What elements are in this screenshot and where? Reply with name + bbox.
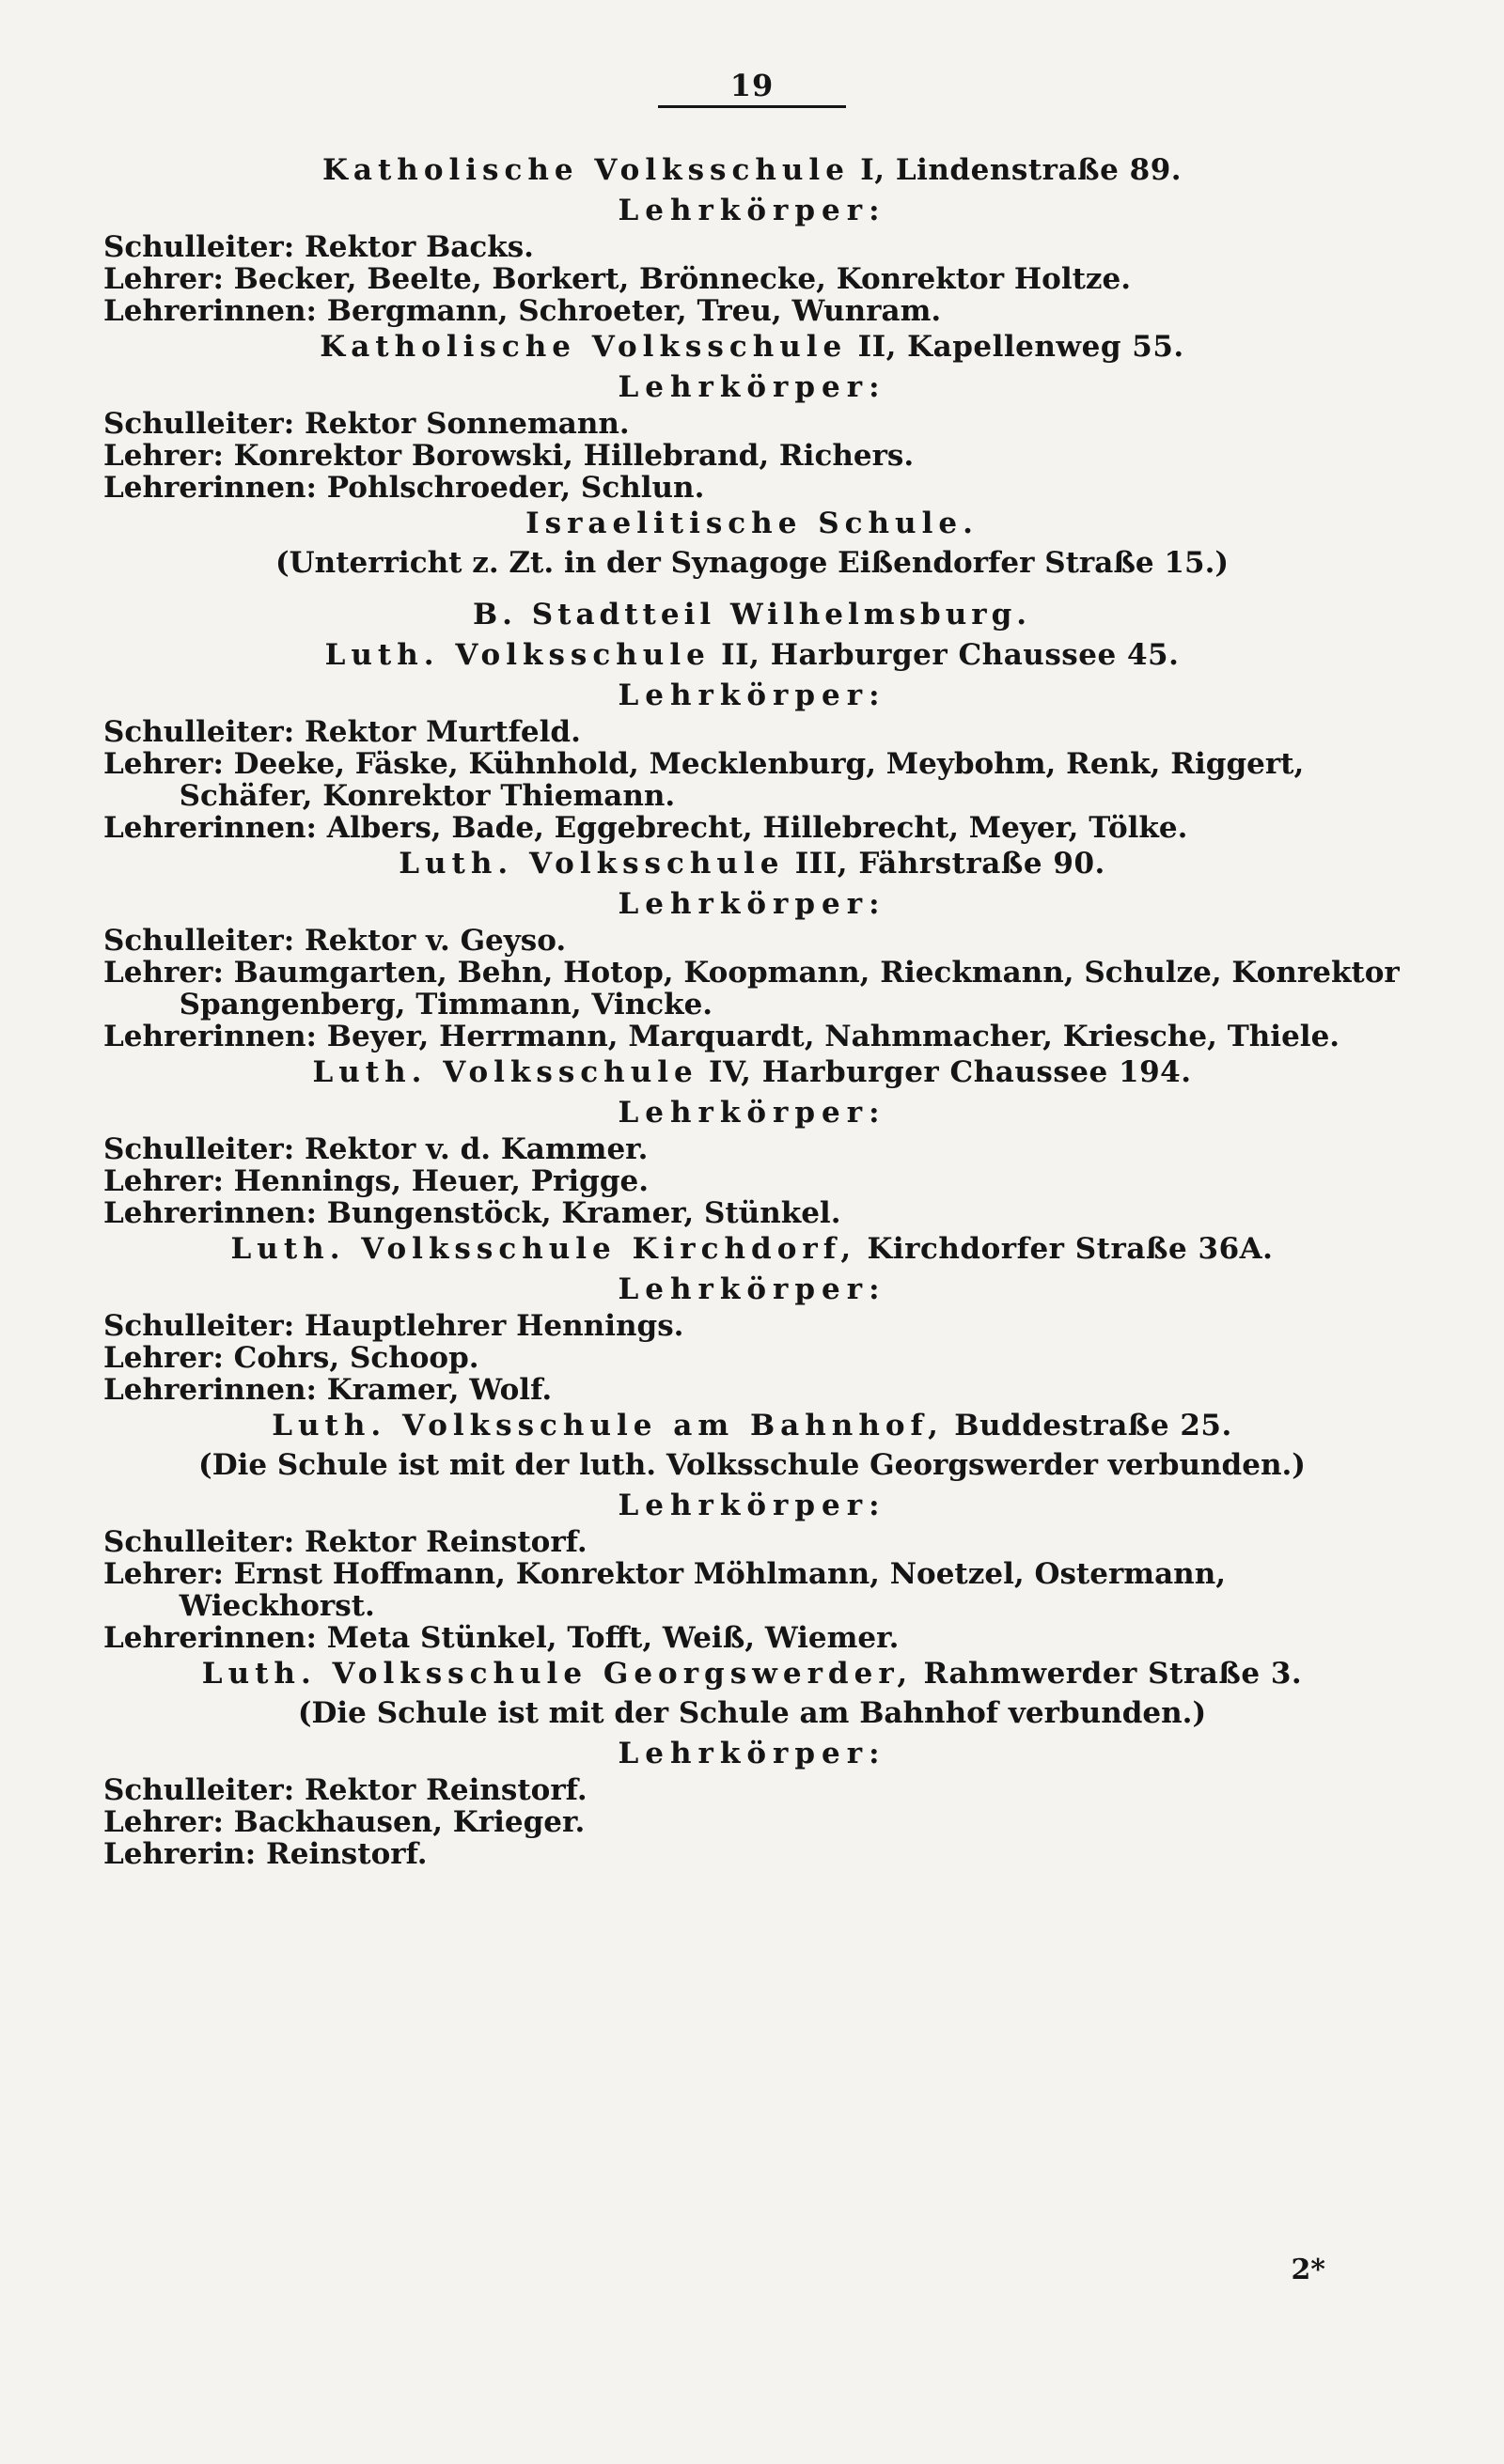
teachers-line: Lehrer: Hennings, Heuer, Prigge. [103,1164,650,1198]
school-address: Buddestraße 25. [943,1409,1232,1443]
school-address: II, Harburger Chaussee 45. [710,638,1180,672]
school-name: Luth. Volksschule Georgswerder, [201,1657,914,1691]
female-teachers-line: Lehrerinnen: Meta Stünkel, Tofft, Weiß, Wiemer. [103,1621,900,1655]
teachers-line: Lehrer: Cohrs, Schoop. [103,1341,479,1375]
school-note: (Die Schule ist mit der Schule am Bahnhof verbunden.) [297,1696,1207,1730]
school-note: (Die Schule ist mit der luth. Volksschule Georgswerder verbunden.) [198,1448,1306,1482]
school-note: (Unterricht z. Zt. in der Synagoge Eißendorfer Straße 15.) [274,546,1230,580]
school-name: Israelitische Schule. [525,507,979,540]
female-teachers-line: Lehrerinnen: Albers, Bade, Eggebrecht, Hillebrecht, Meyer, Tölke. [103,811,1188,845]
school-entry [103,504,1401,583]
school-address: Rahmwerder Straße 3. [913,1657,1303,1691]
teachers-line: Lehrer: Ernst Hoffmann, Konrektor Möhlmann, Noetzel, Ostermann, Wieckhorst. [103,1557,1227,1623]
school-entry [103,150,1401,327]
teachers-line: Lehrer: Becker, Beelte, Borkert, Brönnecke, Konrektor Holtze. [103,262,1132,296]
school-entry [103,1406,1401,1654]
female-teacher-line: Lehrerin: Reinstorf. [103,1837,428,1871]
school-title [103,504,1401,543]
school-title [103,1229,1401,1269]
faculty-heading: Lehrkörper: [618,1489,886,1522]
school-name: Katholische Volksschule [320,330,848,364]
school-address: I, Lindenstraße 89. [849,153,1183,187]
school-address: Kirchdorfer Straße 36A. [856,1232,1274,1266]
female-teachers-line: Lehrerinnen: Pohlschroeder, Schlun. [103,471,705,505]
female-teachers-line: Lehrerinnen: Beyer, Herrmann, Marquardt, Nahmmacher, Kriesche, Thiele. [103,1020,1340,1053]
faculty-heading: Lehrkörper: [618,1272,886,1306]
teachers-line: Lehrer: Baumgarten, Behn, Hotop, Koopmann, Rieckmann, Schulze, Konrektor Spangenberg, Timmann, Vincke. [103,956,1400,1021]
teachers-line: Lehrer: Deeke, Fäske, Kühnhold, Mecklenburg, Meybohm, Renk, Riggert, Schäfer, Konrektor Thiemann. [103,747,1305,813]
principal-line: Schulleiter: Rektor Sonnemann. [103,407,630,441]
faculty-heading: Lehrkörper: [618,678,886,712]
school-name: Luth. Volksschule [312,1055,698,1089]
school-name: Luth. Volksschule [324,638,711,672]
page-header [0,68,1504,108]
page-content [103,150,1401,1870]
school-name: Luth. Volksschule Kirchdorf, [230,1232,857,1266]
teachers-line: Lehrer: Backhausen, Krieger. [103,1805,586,1839]
school-name: Luth. Volksschule am Bahnhof, [272,1409,944,1443]
school-title [103,635,1401,675]
district-heading: B. Stadtteil Wilhelmsburg. [472,598,1032,632]
school-address: III, Fährstraße 90. [784,847,1105,881]
school-title [103,150,1401,190]
faculty-heading: Lehrkörper: [618,887,886,921]
school-name: Katholische Volksschule [321,153,850,187]
faculty-heading: Lehrkörper: [618,194,886,227]
school-address: II, Kapellenweg 55. [847,330,1184,364]
female-teachers-line: Lehrerinnen: Bergmann, Schroeter, Treu, Wunram. [103,294,942,328]
female-teachers-line: Lehrerinnen: Kramer, Wolf. [103,1373,553,1407]
principal-line: Schulleiter: Rektor v. Geyso. [103,924,567,958]
school-entry [103,1229,1401,1406]
female-teachers-line: Lehrerinnen: Bungenstöck, Kramer, Stünkel. [103,1196,841,1230]
signature-mark: 2* [1291,2253,1325,2286]
principal-line: Schulleiter: Rektor Reinstorf. [103,1525,588,1559]
school-title [103,1406,1401,1445]
faculty-heading: Lehrkörper: [618,1737,886,1770]
school-address: IV, Harburger Chaussee 194. [697,1055,1192,1089]
page-number-rule [658,105,846,108]
school-entry [103,1053,1401,1229]
faculty-heading: Lehrkörper: [618,370,886,404]
school-title [103,844,1401,883]
school-name: Luth. Volksschule [399,847,785,881]
principal-line: Schulleiter: Rektor Murtfeld. [103,715,581,749]
principal-line: Schulleiter: Hauptlehrer Hennings. [103,1309,684,1343]
principal-line: Schulleiter: Rektor v. d. Kammer. [103,1132,649,1166]
school-title [103,1053,1401,1092]
school-entry [103,844,1401,1053]
principal-line: Schulleiter: Rektor Backs. [103,230,534,264]
school-entry [103,1654,1401,1870]
principal-line: Schulleiter: Rektor Reinstorf. [103,1773,588,1807]
school-entry [103,327,1401,504]
school-title [103,1654,1401,1693]
page-number: 19 [729,68,775,103]
school-entry [103,635,1401,844]
teachers-line: Lehrer: Konrektor Borowski, Hillebrand, Richers. [103,439,915,473]
faculty-heading: Lehrkörper: [618,1096,886,1130]
school-title [103,327,1401,366]
